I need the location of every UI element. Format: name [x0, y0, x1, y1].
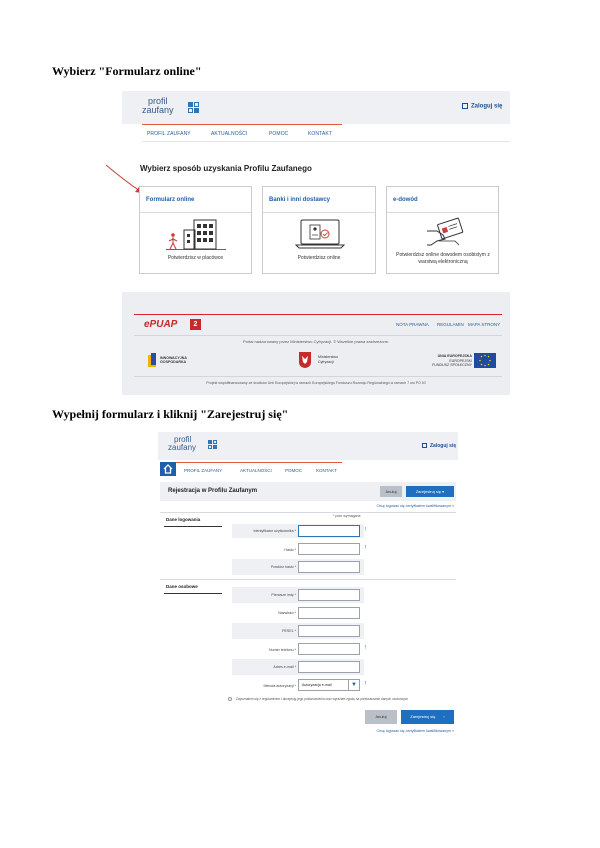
eu-text-1: UNIA EUROPEJSKA: [437, 354, 472, 358]
register-button-bottom[interactable]: [401, 710, 454, 724]
label-password: Hasło *: [284, 548, 296, 552]
registration-title: Rejestracja w Profilu Zaufanym: [168, 488, 258, 494]
ministry-logo: [298, 351, 352, 371]
first-name-input[interactable]: [298, 589, 360, 601]
footer-divider-bottom: [134, 376, 502, 377]
nav-divider: [142, 141, 510, 142]
profil-zaufany-logo[interactable]: [142, 97, 212, 119]
card-banks[interactable]: [262, 186, 376, 274]
footer-managed-note: Portal nadzorowany przez Ministerstwo Cyfryzacji. © Wszelkie prawa zastrzeżone.: [242, 339, 390, 344]
eu-flag-icon: [474, 353, 496, 368]
section-underline: [164, 593, 222, 594]
choose-title: Wybierz sposób uzyskania Profilu Zaufanego: [140, 164, 312, 173]
email-input[interactable]: [298, 661, 360, 673]
repeat-password-input[interactable]: [298, 561, 360, 573]
nav-kontakt[interactable]: KONTAKT: [316, 468, 337, 473]
logo-squares-icon: [208, 440, 219, 451]
nav-aktualnosci[interactable]: AKTUALNOŚCI: [211, 131, 248, 137]
section-personal-data: Dane osobowe: [166, 584, 198, 589]
label-phone: Numer telefonu *: [269, 648, 296, 652]
register-label: Zarejestruj się: [415, 489, 441, 494]
section-divider: [160, 579, 456, 580]
password-input[interactable]: [298, 543, 360, 555]
footer-divider: [134, 335, 502, 336]
profil-zaufany-logo[interactable]: [166, 436, 226, 456]
card-banks-title: Banki i inni dostawcy: [269, 197, 331, 203]
footer-top-line: [134, 314, 502, 315]
card-online-form[interactable]: [139, 186, 252, 274]
login-label: Zaloguj się: [430, 443, 457, 449]
section-divider: [160, 512, 456, 513]
nav-profil-zaufany[interactable]: PROFIL ZAUFANY: [147, 131, 191, 137]
last-name-input[interactable]: [298, 607, 360, 619]
logo-line-1: profil: [148, 96, 168, 106]
register-button[interactable]: [406, 486, 454, 497]
home-button[interactable]: [160, 462, 176, 476]
epuap-footer: [122, 292, 510, 395]
label-pesel: PESEL *: [282, 629, 296, 633]
id-card-reader-icon: [425, 217, 467, 249]
info-icon[interactable]: !: [365, 527, 367, 533]
cancel-button-bottom[interactable]: Anuluj: [365, 710, 397, 724]
cert-login-link-bottom[interactable]: Chcę logować się certyfikatem kwalifikowanym »: [376, 729, 454, 733]
select-chevron: [348, 680, 359, 690]
ministry-text-2: Cyfryzacji: [318, 360, 334, 364]
login-icon: [422, 443, 427, 448]
phone-input[interactable]: [298, 643, 360, 655]
label-first-name: Pierwsze imię *: [271, 593, 296, 597]
card-e-id-caption: Potwierdzisz online dowodem osobistym z warstwą elektroniczną: [396, 252, 490, 265]
ministry-text-1: Ministerstwo: [318, 355, 338, 359]
logo-line-2: zaufany: [168, 443, 197, 452]
footer-link-legal[interactable]: NOTA PRAWNA: [396, 322, 429, 327]
site-header: [158, 432, 458, 460]
logo-line-2: zaufany: [142, 105, 174, 115]
pesel-input[interactable]: [298, 625, 360, 637]
required-asterisk: *: [333, 514, 335, 518]
login-icon: [462, 103, 468, 109]
logo-line-1: profil: [174, 435, 192, 444]
nav-underline: [142, 124, 342, 125]
epuap-logo-text: ePUAP: [144, 319, 178, 330]
auth-method-value: Autoryzacja e-mail: [302, 683, 332, 687]
section-underline: [164, 526, 222, 527]
required-note: [333, 514, 361, 518]
nav-kontakt[interactable]: KONTAKT: [308, 131, 332, 137]
home-icon: [163, 464, 173, 474]
nav-pomoc[interactable]: POMOC: [269, 131, 289, 137]
cert-login-link[interactable]: Chcę logować się certyfikatem kwalifikowanym »: [376, 504, 454, 508]
epuap-logo[interactable]: [144, 319, 177, 330]
footer-link-terms[interactable]: REGULAMIN: [437, 322, 464, 327]
chevron-down-icon: ▼: [351, 682, 357, 688]
card-online-form-title: Formularz online: [146, 197, 195, 203]
card-e-id[interactable]: [386, 186, 499, 274]
label-auth-method: Metoda autoryzacji *: [263, 684, 296, 688]
section-login-data: Dane logowania: [166, 517, 201, 522]
login-label: Zaloguj się: [471, 103, 503, 110]
building-icon: [166, 217, 226, 251]
site-header: [122, 91, 510, 124]
epuap-version-badge: 2: [190, 319, 201, 330]
card-banks-caption: Potwierdzisz online: [297, 255, 341, 261]
heading-choose-form: Wybierz "Formularz online": [52, 64, 202, 78]
consent-checkbox[interactable]: [228, 697, 232, 701]
laptop-icon: [295, 217, 345, 251]
screenshot-registration-form: [158, 432, 458, 738]
heading-fill-form: Wypełnij formularz i kliknij "Zarejestruj się": [52, 407, 289, 421]
label-repeat-password: Powtórz hasło *: [271, 565, 296, 569]
innovative-economy-text: INNOWACYJNA GOSPODARKA: [160, 356, 187, 365]
eu-logo: [432, 352, 496, 370]
login-link[interactable]: [422, 443, 456, 449]
card-separator: [387, 212, 498, 213]
chevron-down-icon: ▾: [442, 489, 445, 494]
cancel-button[interactable]: Anuluj: [380, 486, 402, 497]
innovative-economy-logo: [148, 353, 208, 369]
footer-project-note: Projekt współfinansowany ze środków Unii Europejskiej w ramach Europejskiego Funduszu Rozwoju Regionalnego w ramach 7 osi PO IG: [206, 381, 426, 385]
consent-text: Zapoznałem się z regulaminem i akceptuję jego postanowienia oraz wyrażam zgodę na przetwarzanie danych osobowych: [236, 697, 409, 701]
registration-titlebar: [160, 482, 456, 501]
info-icon[interactable]: !: [365, 681, 367, 687]
card-separator: [140, 212, 251, 213]
nav-aktualnosci[interactable]: AKTUALNOŚCI: [240, 468, 272, 473]
nav-profil-zaufany[interactable]: PROFIL ZAUFANY: [184, 468, 223, 473]
label-user-id: Identyfikator użytkownika *: [253, 529, 296, 533]
required-note-text: pole wymagane: [335, 514, 361, 518]
label-last-name: Nazwisko *: [278, 611, 296, 615]
nav-pomoc[interactable]: POMOC: [285, 468, 303, 473]
footer-link-sitemap[interactable]: MAPA STRONY: [468, 322, 501, 327]
card-separator: [263, 212, 375, 213]
white-eagle-icon: [298, 351, 312, 369]
card-online-form-caption: Potwierdzisz w placówce: [167, 255, 224, 261]
label-email: Adres e-mail *: [273, 665, 296, 669]
info-icon[interactable]: !: [365, 545, 367, 551]
nav-underline: [176, 462, 342, 463]
register-label-bottom: Zarejestruj się: [410, 714, 436, 719]
logo-squares-icon: [188, 102, 200, 114]
auth-method-select[interactable]: [298, 679, 360, 691]
login-link[interactable]: [462, 103, 502, 110]
user-id-input[interactable]: [298, 525, 360, 537]
card-e-id-title: e-dowód: [393, 197, 418, 203]
info-icon[interactable]: !: [365, 645, 367, 651]
chevron-right-icon: ›: [443, 714, 445, 719]
eu-text-2: EUROPEJSKI FUNDUSZ SPOŁECZNY: [432, 359, 472, 368]
